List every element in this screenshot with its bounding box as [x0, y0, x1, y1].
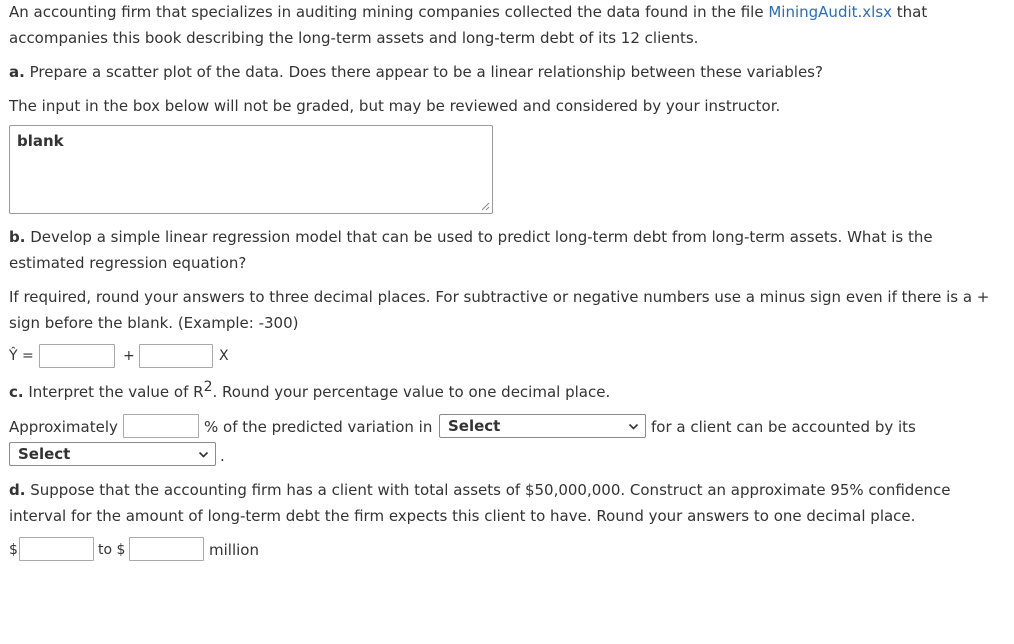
ci-lower-input[interactable] [19, 537, 94, 561]
variable-select-2[interactable] [9, 442, 216, 466]
intercept-input[interactable] [39, 344, 115, 368]
part-b-label: b. [9, 228, 26, 246]
part-c-label: c. [9, 383, 24, 401]
percent-variation-text: % of the predicted variation in [204, 418, 433, 436]
chevron-down-icon [628, 421, 639, 432]
variable-select-1[interactable] [439, 414, 646, 438]
intro-line-2: accompanies this book describing the long-term assets and long-term debt of its 12 clients. [9, 29, 699, 47]
part-a-answer-textarea[interactable] [9, 125, 493, 214]
part-a-question: a. Prepare a scatter plot of the data. Does there appear to be a linear relationship between these variables? [9, 63, 823, 81]
part-c-question: c. Interpret the value of $R^2$. Round your percentage value to one decimal place. [9, 379, 611, 401]
part-b-instructions-1: If required, round your answers to three decimal places. For subtractive or negative numbers use a minus sign even if there is a + [9, 288, 990, 306]
variable-select-1-value: Select [448, 417, 501, 435]
part-d-question-1: d. Suppose that the accounting firm has a client with total assets of $50,000,000. Construct an approximate 95% confidence [9, 481, 951, 499]
approximately-label: Approximately [9, 418, 118, 436]
part-b-question-1: b. Develop a simple linear regression model that can be used to predict long-term debt from long-term assets. What is the [9, 228, 933, 246]
r-squared-percent-input[interactable] [123, 414, 199, 438]
part-d-label: d. [9, 481, 26, 499]
resize-grip-icon[interactable] [481, 202, 490, 211]
ci-upper-input[interactable] [129, 537, 204, 561]
intro-line-1: An accounting firm that specializes in auditing mining companies collected the data found in the file MiningAudit.xlsx that [9, 3, 928, 21]
file-link[interactable]: MiningAudit.xlsx [768, 3, 893, 21]
part-b-question-2: estimated regression equation? [9, 254, 247, 272]
part-a-note: The input in the box below will not be graded, but may be reviewed and considered by your instructor. [9, 97, 781, 115]
sentence-period: . [220, 447, 225, 465]
to-dollar-label: to $ [98, 542, 126, 558]
variable-select-2-value: Select [18, 445, 71, 463]
million-label: million [209, 541, 259, 559]
part-d-question-2: interval for the amount of long-term debt the firm expects this client to have. Round your answers to one decimal place. [9, 507, 916, 525]
chevron-down-icon [198, 449, 209, 460]
part-b-instructions-2: sign before the blank. (Example: -300) [9, 314, 299, 332]
yhat-label: Ŷ = [9, 348, 34, 364]
part-a-label: a. [9, 63, 25, 81]
plus-sign: + [123, 348, 135, 364]
x-variable-label: X [219, 348, 229, 364]
accounted-by-text: for a client can be accounted by its [651, 418, 916, 436]
slope-input[interactable] [139, 344, 213, 368]
part-a-textarea-value: blank [17, 132, 64, 150]
dollar-sign-lower: $ [9, 542, 18, 558]
